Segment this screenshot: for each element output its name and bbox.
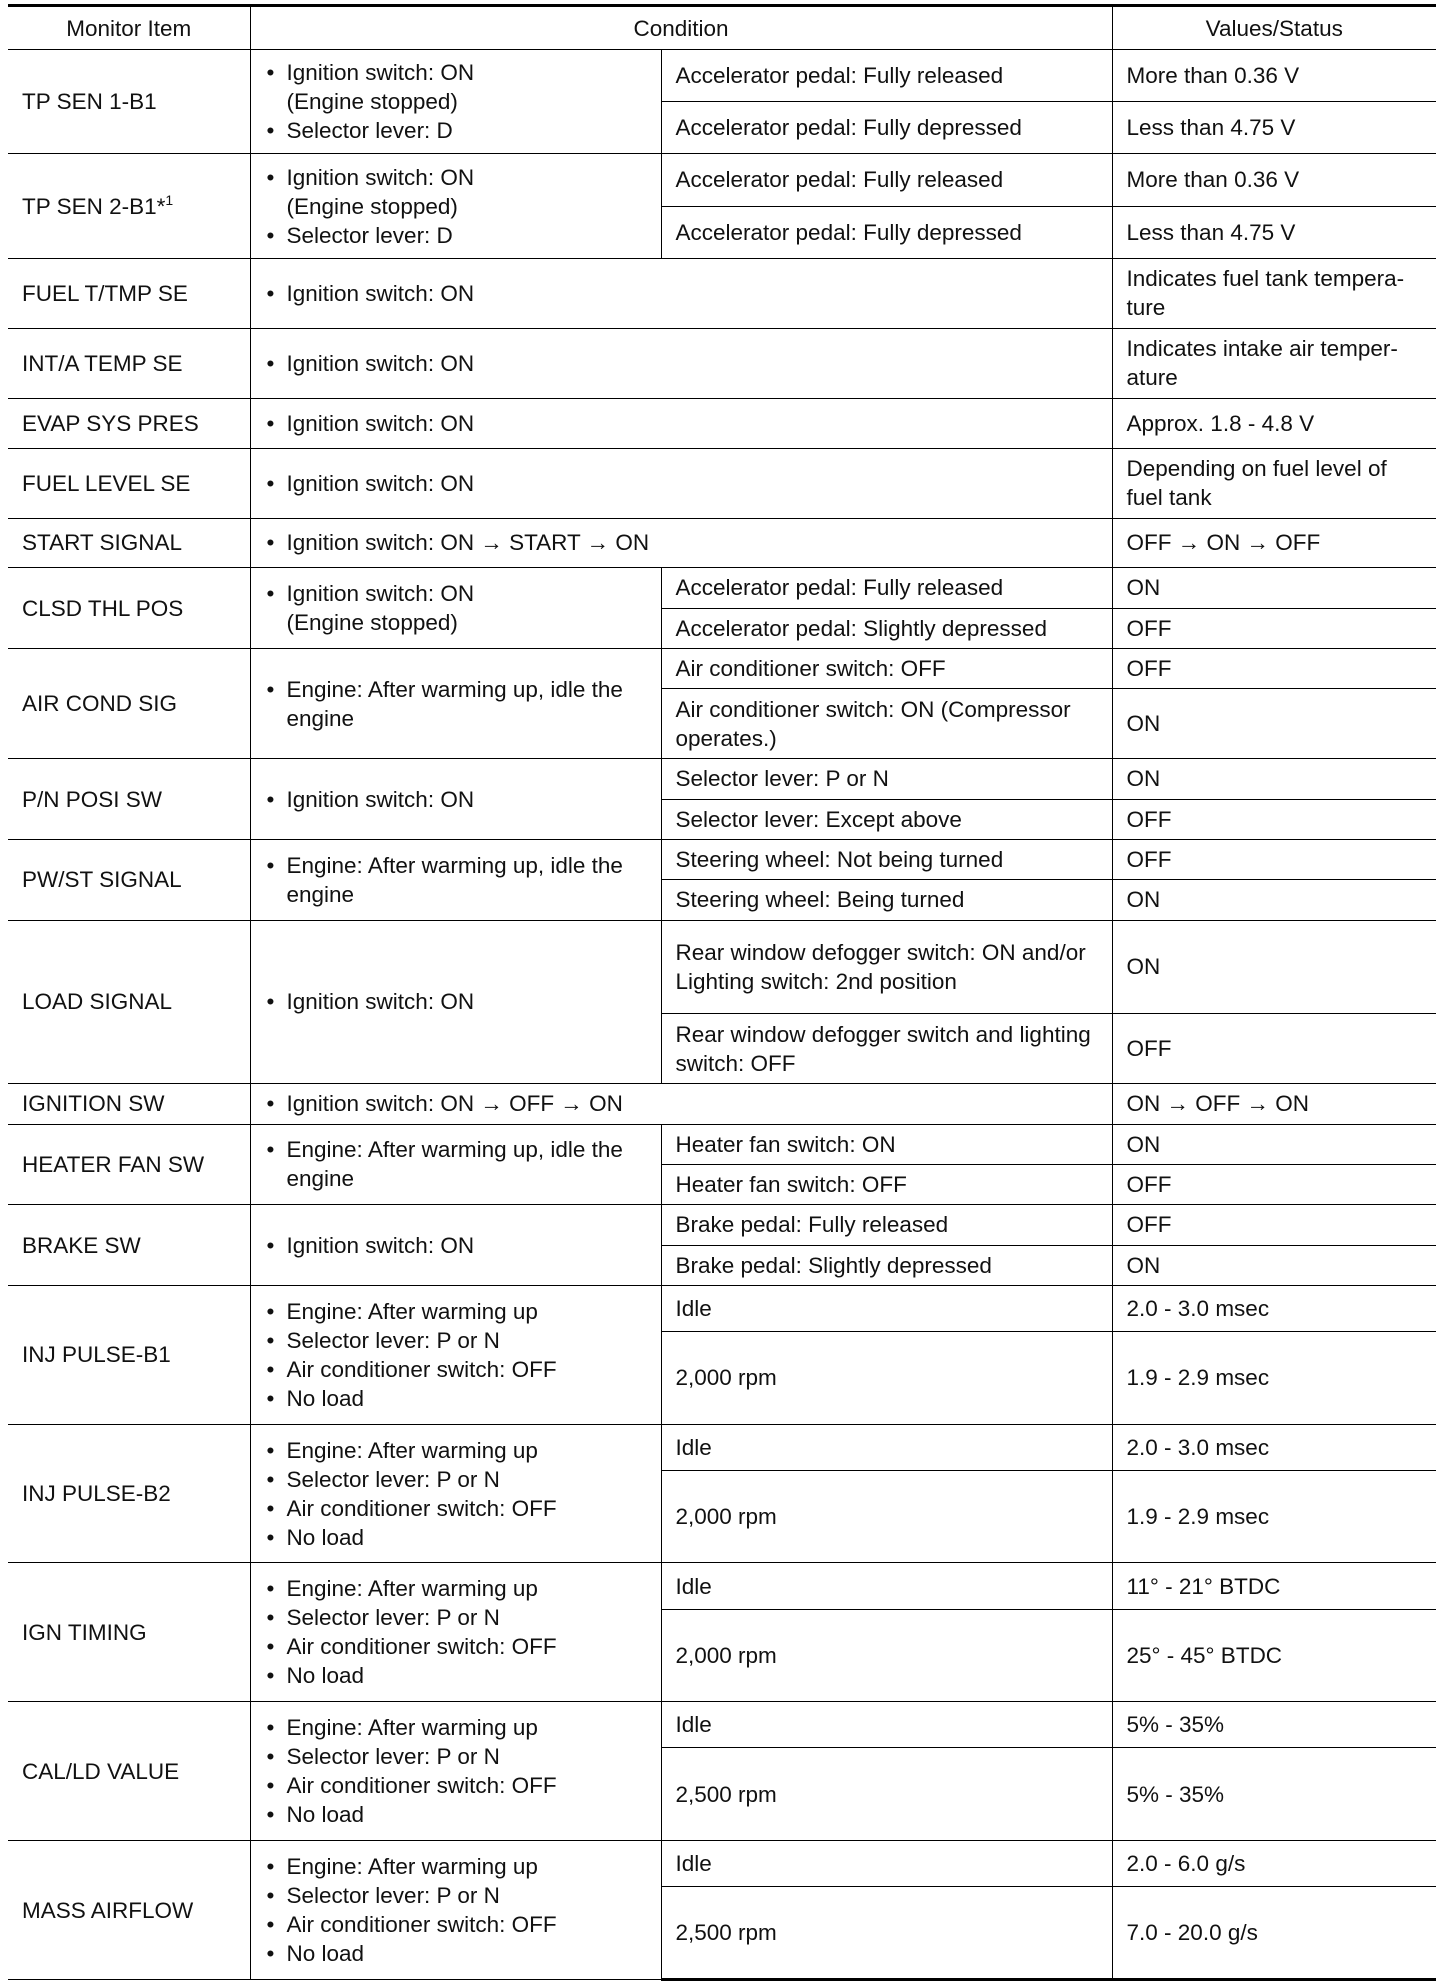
condition-line: • Selector lever: D <box>265 221 647 250</box>
sub-condition-cell: Accelerator pedal: Slightly depressed <box>661 608 1112 648</box>
sub-condition-cell: Accelerator pedal: Fully released <box>661 50 1112 102</box>
condition-line: • Selector lever: P or N <box>265 1603 647 1632</box>
condition-line: • Ignition switch: ON <box>265 579 647 608</box>
value-cell: OFF → ON → OFF <box>1112 518 1436 568</box>
condition-cell <box>250 258 1112 328</box>
table-row <box>8 398 1436 448</box>
condition-line: • Ignition switch: ON <box>265 1231 647 1260</box>
table-row <box>8 1702 1436 1748</box>
condition-cell <box>250 759 661 840</box>
condition-list <box>265 1231 647 1260</box>
condition-line: • No load <box>265 1523 647 1552</box>
footnote-marker: 1 <box>165 191 174 208</box>
condition-line: • Engine: After warming up <box>265 1436 647 1465</box>
sub-condition-cell: Selector lever: Except above <box>661 799 1112 839</box>
value-cell: ON <box>1112 880 1436 920</box>
value-cell: 25° - 45° BTDC <box>1112 1609 1436 1702</box>
monitor-item-cell <box>8 1424 250 1563</box>
condition-list <box>265 1089 1098 1118</box>
table-row <box>8 1563 1436 1609</box>
sub-condition-cell: Accelerator pedal: Fully depressed <box>661 206 1112 258</box>
sub-condition-cell: Accelerator pedal: Fully released <box>661 154 1112 206</box>
value-cell: More than 0.36 V <box>1112 154 1436 206</box>
condition-cell <box>250 568 661 649</box>
sub-condition-cell: Accelerator pedal: Fully depressed <box>661 102 1112 154</box>
header-condition: Condition <box>250 6 1112 50</box>
monitor-item-cell <box>8 1563 250 1702</box>
condition-line: • No load <box>265 1384 647 1413</box>
condition-list <box>265 1713 647 1829</box>
monitor-item-cell <box>8 1205 250 1286</box>
sub-condition-cell: Air conditioner switch: OFF <box>661 648 1112 688</box>
value-cell: ON <box>1112 689 1436 759</box>
value-cell: Less than 4.75 V <box>1112 206 1436 258</box>
monitor-item-name: IGN TIMING <box>22 1619 147 1645</box>
monitor-item-cell <box>8 258 250 328</box>
value-cell: Depending on fuel level of fuel tank <box>1112 448 1436 518</box>
sub-condition-cell: Idle <box>661 1424 1112 1470</box>
value-cell: OFF <box>1112 1205 1436 1245</box>
table-body <box>8 50 1436 1980</box>
condition-cell <box>250 1841 661 1980</box>
monitor-item-cell <box>8 328 250 398</box>
monitor-item-name: IGNITION SW <box>22 1091 165 1117</box>
condition-line: • Air conditioner switch: OFF <box>265 1494 647 1523</box>
table-row <box>8 759 1436 799</box>
condition-list <box>265 528 1098 557</box>
value-cell: Less than 4.75 V <box>1112 102 1436 154</box>
monitor-item-name: INT/A TEMP SE <box>22 350 183 376</box>
table-row <box>8 1124 1436 1164</box>
monitor-spec-table <box>8 4 1436 1981</box>
condition-list <box>265 1574 647 1690</box>
value-cell: ON <box>1112 1124 1436 1164</box>
monitor-item-name: EVAP SYS PRES <box>22 410 199 436</box>
condition-line: • Ignition switch: ON <box>265 279 1098 308</box>
sub-condition-cell: Heater fan switch: ON <box>661 1124 1112 1164</box>
sub-condition-cell: 2,500 rpm <box>661 1887 1112 1980</box>
monitor-item-cell <box>8 1285 250 1424</box>
condition-cell <box>250 398 1112 448</box>
monitor-item-name: INJ PULSE-B2 <box>22 1481 171 1507</box>
sub-condition-cell: 2,500 rpm <box>661 1748 1112 1841</box>
monitor-item-name: FUEL T/TMP SE <box>22 280 188 306</box>
condition-cell <box>250 1702 661 1841</box>
table-row <box>8 258 1436 328</box>
sub-condition-cell: Idle <box>661 1285 1112 1331</box>
sub-condition-cell: Rear window defogger switch and lighting switch: OFF <box>661 1014 1112 1084</box>
monitor-item-cell <box>8 759 250 840</box>
condition-line: • Ignition switch: ON <box>265 469 1098 498</box>
condition-list <box>265 675 647 733</box>
table-row <box>8 448 1436 518</box>
sub-condition-cell: Idle <box>661 1841 1112 1887</box>
value-cell: OFF <box>1112 608 1436 648</box>
value-cell: OFF <box>1112 839 1436 879</box>
value-cell: Indicates fuel tank tempera- ture <box>1112 258 1436 328</box>
sub-condition-cell: Idle <box>661 1563 1112 1609</box>
monitor-item-name: BRAKE SW <box>22 1232 141 1258</box>
condition-list <box>265 163 647 250</box>
condition-line: • Ignition switch: ON <box>265 58 647 87</box>
condition-line: • Ignition switch: ON <box>265 349 1098 378</box>
condition-cell <box>250 518 1112 568</box>
condition-cell <box>250 1563 661 1702</box>
condition-list <box>265 409 1098 438</box>
condition-line: • Engine: After warming up <box>265 1852 647 1881</box>
condition-line: • No load <box>265 1661 647 1690</box>
monitor-item-cell <box>8 839 250 920</box>
condition-cell <box>250 920 661 1084</box>
sub-condition-cell: Heater fan switch: OFF <box>661 1164 1112 1204</box>
value-cell: Indicates intake air temper- ature <box>1112 328 1436 398</box>
sub-condition-cell: Brake pedal: Fully released <box>661 1205 1112 1245</box>
monitor-item-cell <box>8 448 250 518</box>
sub-condition-cell: Steering wheel: Being turned <box>661 880 1112 920</box>
condition-line: • Air conditioner switch: OFF <box>265 1771 647 1800</box>
monitor-item-cell <box>8 1841 250 1980</box>
value-cell: 1.9 - 2.9 msec <box>1112 1470 1436 1563</box>
monitor-item-name: PW/ST SIGNAL <box>22 867 182 893</box>
table-row <box>8 518 1436 568</box>
condition-list <box>265 279 1098 308</box>
condition-list <box>265 987 647 1016</box>
value-cell: 5% - 35% <box>1112 1748 1436 1841</box>
condition-cell <box>250 1084 1112 1124</box>
condition-line: • Engine: After warming up <box>265 1713 647 1742</box>
value-cell: OFF <box>1112 799 1436 839</box>
table-row <box>8 1084 1436 1124</box>
condition-line: • Engine: After warming up <box>265 1297 647 1326</box>
value-cell: 7.0 - 20.0 g/s <box>1112 1887 1436 1980</box>
value-cell: ON <box>1112 759 1436 799</box>
value-cell: More than 0.36 V <box>1112 50 1436 102</box>
sub-condition-cell: Steering wheel: Not being turned <box>661 839 1112 879</box>
condition-line: • Engine: After warming up <box>265 1574 647 1603</box>
condition-list <box>265 349 1098 378</box>
condition-line: (Engine stopped) <box>286 610 458 636</box>
sub-condition-cell: Idle <box>661 1702 1112 1748</box>
condition-line: • Engine: After warming up, idle the engine <box>265 1135 647 1193</box>
condition-line: • Engine: After warming up, idle the engine <box>265 851 647 909</box>
table-row <box>8 648 1436 688</box>
condition-line: • No load <box>265 1800 647 1829</box>
monitor-item-name: TP SEN 2-B1* <box>22 193 166 219</box>
condition-cell <box>250 328 1112 398</box>
monitor-item-name: CLSD THL POS <box>22 595 184 621</box>
monitor-item-name: HEATER FAN SW <box>22 1151 205 1177</box>
monitor-item-cell <box>8 1124 250 1205</box>
condition-list <box>265 58 647 145</box>
monitor-item-name: TP SEN 1-B1 <box>22 89 157 115</box>
monitor-item-name: FUEL LEVEL SE <box>22 470 191 496</box>
condition-cell <box>250 1424 661 1563</box>
monitor-item-cell <box>8 1702 250 1841</box>
condition-line: • Selector lever: P or N <box>265 1465 647 1494</box>
table-row <box>8 839 1436 879</box>
monitor-item-cell <box>8 568 250 649</box>
condition-line: • Selector lever: P or N <box>265 1742 647 1771</box>
value-cell: ON <box>1112 568 1436 608</box>
value-cell: 2.0 - 6.0 g/s <box>1112 1841 1436 1887</box>
value-cell: ON → OFF → ON <box>1112 1084 1436 1124</box>
condition-line: • Air conditioner switch: OFF <box>265 1355 647 1384</box>
table-row <box>8 1841 1436 1887</box>
value-cell: ON <box>1112 1245 1436 1285</box>
table-row <box>8 1285 1436 1331</box>
monitor-item-cell <box>8 50 250 154</box>
condition-line: • Selector lever: P or N <box>265 1326 647 1355</box>
value-cell: 2.0 - 3.0 msec <box>1112 1424 1436 1470</box>
monitor-item-cell <box>8 398 250 448</box>
condition-line: • Ignition switch: ON → START → ON <box>265 528 1098 557</box>
header-values-status: Values/Status <box>1112 6 1436 50</box>
monitor-item-name: CAL/LD VALUE <box>22 1758 180 1784</box>
table-row <box>8 154 1436 206</box>
condition-line: • Ignition switch: ON <box>265 163 647 192</box>
condition-cell <box>250 1124 661 1205</box>
condition-line: • Ignition switch: ON <box>265 785 647 814</box>
monitor-item-cell <box>8 1084 250 1124</box>
sub-condition-cell: Brake pedal: Slightly depressed <box>661 1245 1112 1285</box>
value-cell: Approx. 1.8 - 4.8 V <box>1112 398 1436 448</box>
condition-cell <box>250 1285 661 1424</box>
condition-line: • Selector lever: D <box>265 116 647 145</box>
value-cell: 2.0 - 3.0 msec <box>1112 1285 1436 1331</box>
monitor-item-cell <box>8 648 250 758</box>
table-row <box>8 1205 1436 1245</box>
condition-line: (Engine stopped) <box>286 193 458 219</box>
monitor-item-name: START SIGNAL <box>22 530 183 556</box>
condition-cell <box>250 839 661 920</box>
monitor-item-name: P/N POSI SW <box>22 786 163 812</box>
condition-line: • Ignition switch: ON → OFF → ON <box>265 1089 1098 1118</box>
value-cell: ON <box>1112 920 1436 1014</box>
condition-line: • Selector lever: P or N <box>265 1881 647 1910</box>
condition-list <box>265 1852 647 1968</box>
value-cell: 5% - 35% <box>1112 1702 1436 1748</box>
condition-line: • Ignition switch: ON <box>265 987 647 1016</box>
table-row <box>8 920 1436 1014</box>
condition-cell <box>250 448 1112 518</box>
condition-list <box>265 851 647 909</box>
condition-list <box>265 469 1098 498</box>
sub-condition-cell: 2,000 rpm <box>661 1470 1112 1563</box>
monitor-item-name: INJ PULSE-B1 <box>22 1342 171 1368</box>
sub-condition-cell: 2,000 rpm <box>661 1332 1112 1425</box>
condition-list <box>265 1436 647 1552</box>
sub-condition-cell: Accelerator pedal: Fully released <box>661 568 1112 608</box>
table-row <box>8 50 1436 102</box>
table-row <box>8 568 1436 608</box>
sub-condition-cell: 2,000 rpm <box>661 1609 1112 1702</box>
header-row <box>8 6 1436 50</box>
value-cell: OFF <box>1112 648 1436 688</box>
value-cell: 11° - 21° BTDC <box>1112 1563 1436 1609</box>
condition-cell <box>250 154 661 258</box>
value-cell: OFF <box>1112 1014 1436 1084</box>
condition-list <box>265 1297 647 1413</box>
monitor-item-name: LOAD SIGNAL <box>22 989 173 1015</box>
sub-condition-cell: Rear window defogger switch: ON and/or Lighting switch: 2nd position <box>661 920 1112 1014</box>
condition-cell <box>250 50 661 154</box>
sub-condition-cell: Air conditioner switch: ON (Compressor operates.) <box>661 689 1112 759</box>
monitor-item-cell <box>8 518 250 568</box>
table-row <box>8 1424 1436 1470</box>
condition-cell <box>250 1205 661 1286</box>
condition-line: • Engine: After warming up, idle the engine <box>265 675 647 733</box>
condition-list <box>265 785 647 814</box>
condition-list <box>265 1135 647 1193</box>
value-cell: 1.9 - 2.9 msec <box>1112 1332 1436 1425</box>
condition-list <box>265 579 647 637</box>
table-row <box>8 328 1436 398</box>
value-cell: OFF <box>1112 1164 1436 1204</box>
condition-line: (Engine stopped) <box>286 89 458 115</box>
condition-cell <box>250 648 661 758</box>
monitor-item-cell <box>8 154 250 258</box>
header-monitor-item: Monitor Item <box>8 6 250 50</box>
monitor-item-cell <box>8 920 250 1084</box>
condition-line: • Ignition switch: ON <box>265 409 1098 438</box>
condition-line: • No load <box>265 1939 647 1968</box>
sub-condition-cell: Selector lever: P or N <box>661 759 1112 799</box>
condition-line: • Air conditioner switch: OFF <box>265 1910 647 1939</box>
condition-line: • Air conditioner switch: OFF <box>265 1632 647 1661</box>
monitor-item-name: MASS AIRFLOW <box>22 1897 194 1923</box>
monitor-item-name: AIR COND SIG <box>22 691 178 717</box>
